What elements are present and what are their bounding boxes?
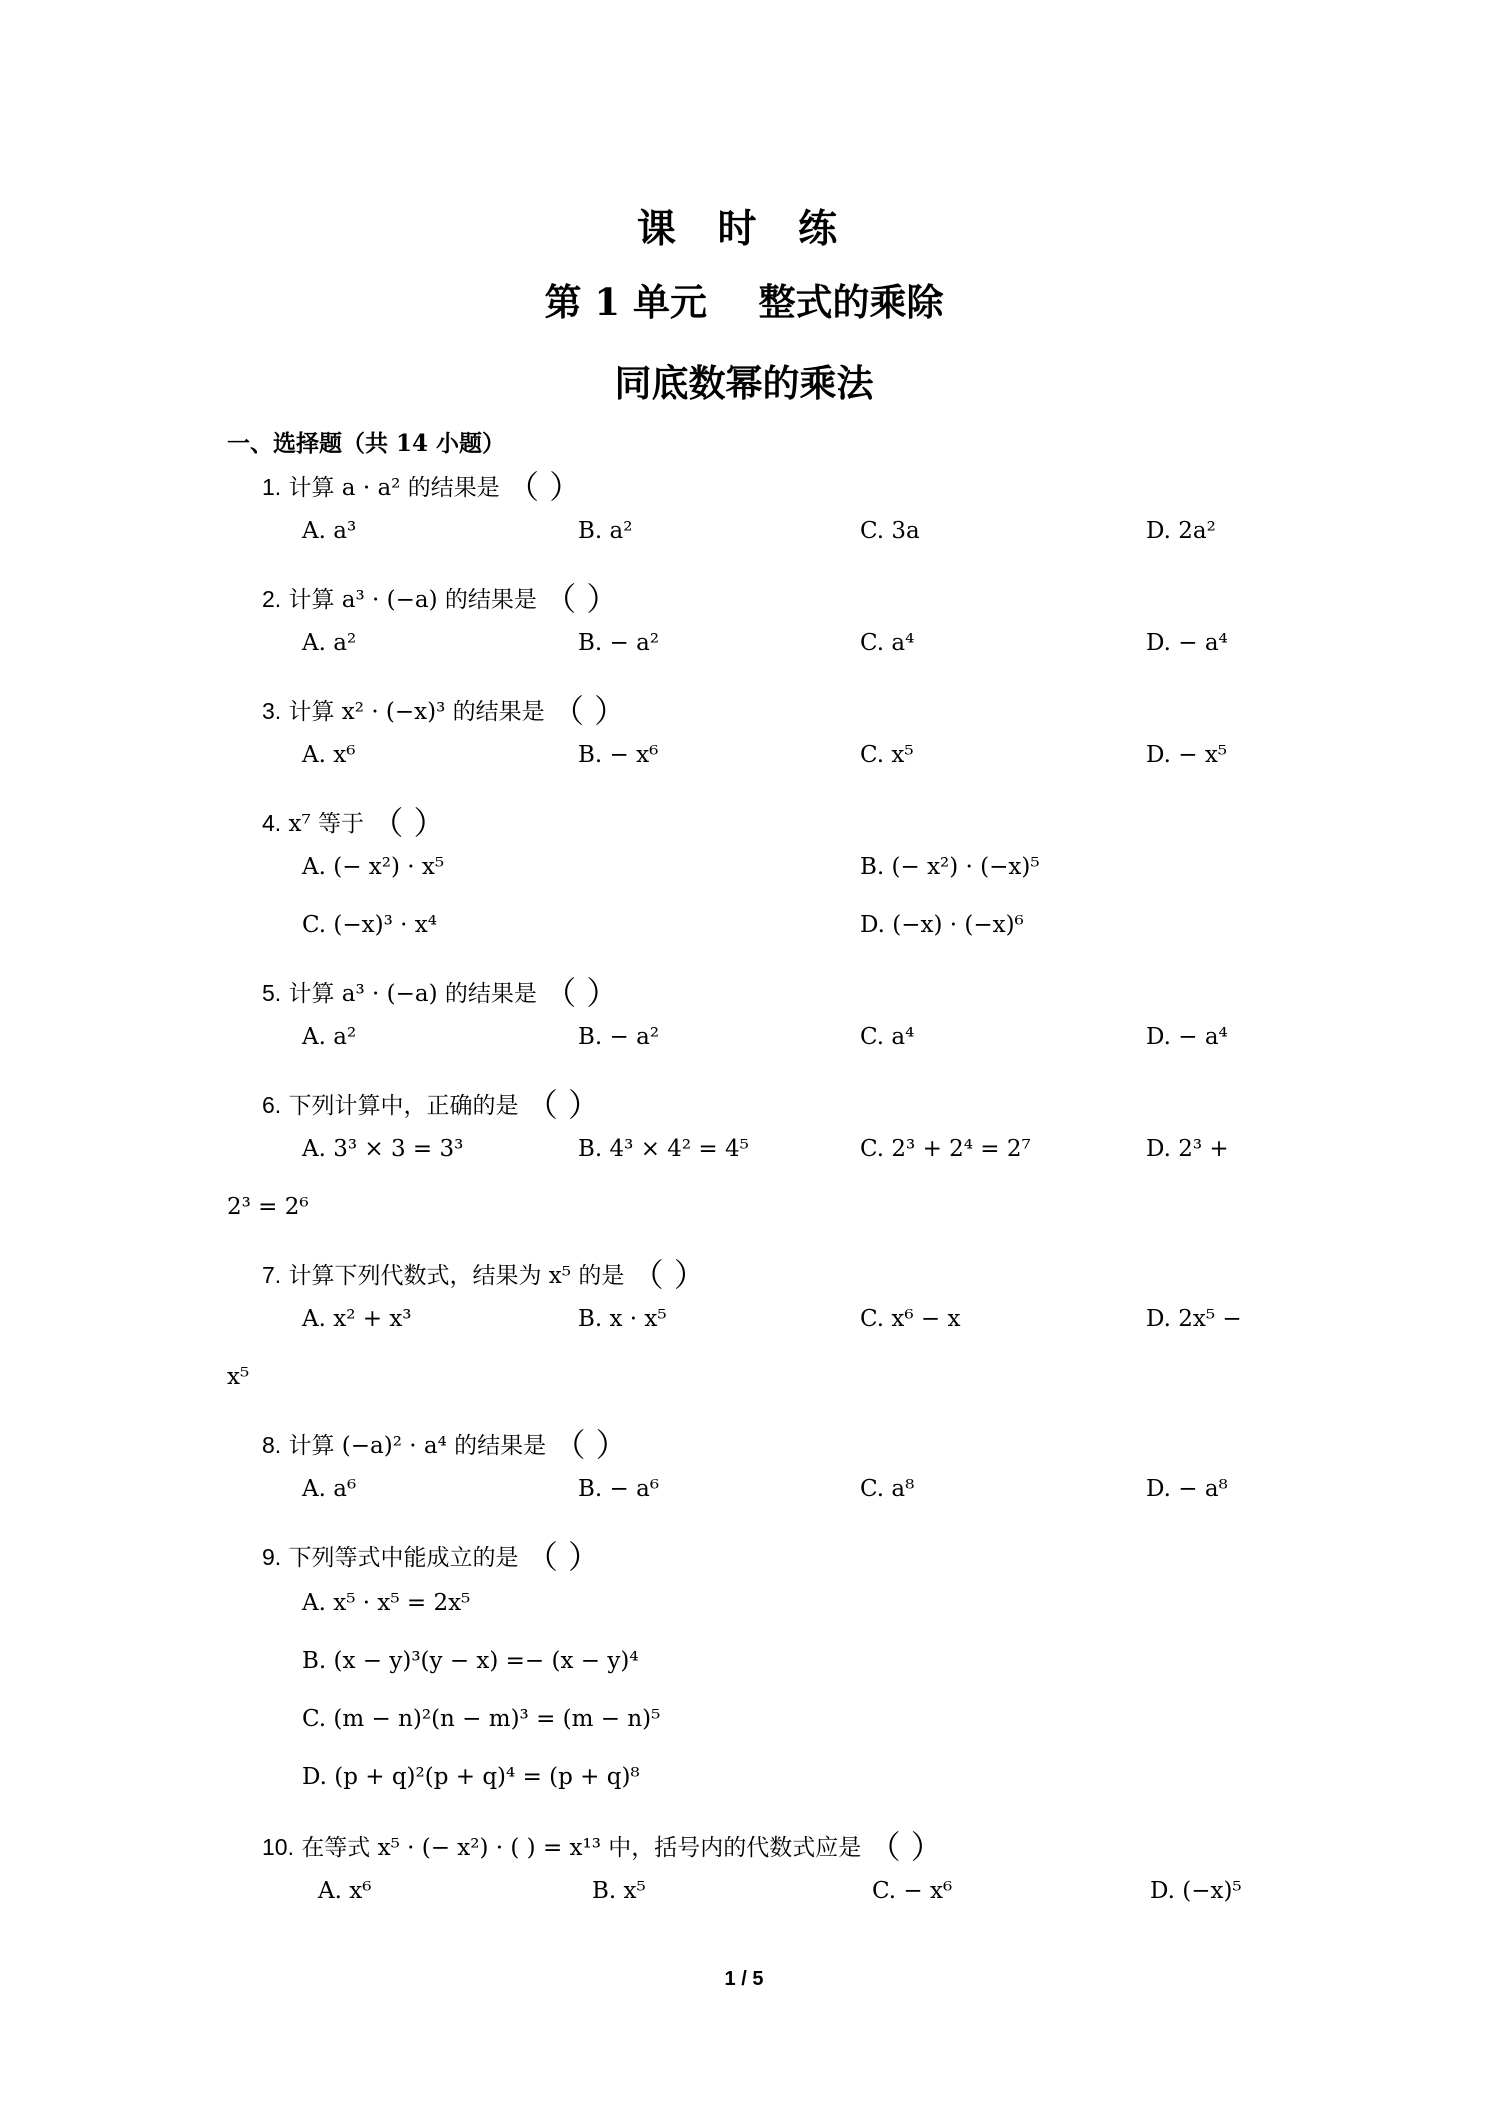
question-8: 8. 计算 (−a)² · a⁴ 的结果是 （ ） bbox=[262, 1426, 628, 1464]
question-4-option-a: A. (− x²) · x⁵ bbox=[302, 854, 445, 880]
question-6-option-a: A. 3³ × 3 = 3³ bbox=[302, 1136, 464, 1162]
question-5: 5. 计算 a³ · (−a) 的结果是 （ ） bbox=[262, 974, 619, 1012]
question-9-option-b: B. (x − y)³(y − x) =− (x − y)⁴ bbox=[302, 1648, 639, 1674]
page-number: 1 / 5 bbox=[724, 1968, 764, 1990]
question-4: 4. x⁷ 等于 （ ） bbox=[262, 804, 446, 842]
question-9: 9. 下列等式中能成立的是 （ ） bbox=[262, 1538, 600, 1576]
question-10-option-c: C. − x⁶ bbox=[872, 1878, 953, 1904]
question-10-option-d: D. (−x)⁵ bbox=[1150, 1878, 1242, 1904]
question-8-option-d: D. − a⁸ bbox=[1146, 1476, 1228, 1502]
question-3-option-d: D. − x⁵ bbox=[1146, 742, 1228, 768]
question-7: 7. 计算下列代数式，结果为 x⁵ 的是 （ ） bbox=[262, 1256, 706, 1294]
question-9-option-a: A. x⁵ · x⁵ = 2x⁵ bbox=[302, 1590, 471, 1616]
question-5-option-a: A. a² bbox=[302, 1024, 357, 1050]
question-9-option-c: C. (m − n)²(n − m)³ = (m − n)⁵ bbox=[302, 1706, 661, 1732]
question-3-option-a: A. x⁶ bbox=[302, 742, 356, 768]
question-6-option-d-wrap: 2³ = 2⁶ bbox=[227, 1194, 309, 1220]
question-3: 3. 计算 x² · (−x)³ 的结果是 （ ） bbox=[262, 692, 627, 730]
section-heading: 一、选择题（共 14 小题） bbox=[227, 430, 506, 457]
question-6-option-c: C. 2³ + 2⁴ = 2⁷ bbox=[860, 1136, 1031, 1162]
question-2-option-a: A. a² bbox=[302, 630, 357, 656]
document-title: 课 时 练 bbox=[636, 206, 852, 252]
question-6: 6. 下列计算中，正确的是 （ ） bbox=[262, 1086, 600, 1124]
unit-heading: 第 1 单元 整式的乘除 bbox=[544, 280, 944, 324]
question-8-option-c: C. a⁸ bbox=[860, 1476, 915, 1502]
question-7-option-a: A. x² + x³ bbox=[302, 1306, 412, 1332]
question-1-option-d: D. 2a² bbox=[1146, 518, 1216, 544]
question-6-option-b: B. 4³ × 4² = 4⁵ bbox=[578, 1136, 749, 1162]
lesson-heading: 同底数幂的乘法 bbox=[614, 361, 874, 405]
question-7-option-b: B. x · x⁵ bbox=[578, 1306, 667, 1332]
question-10-option-a: A. x⁶ bbox=[318, 1878, 372, 1904]
question-8-option-b: B. − a⁶ bbox=[578, 1476, 660, 1502]
question-8-option-a: A. a⁶ bbox=[302, 1476, 357, 1502]
question-2-option-d: D. − a⁴ bbox=[1146, 630, 1228, 656]
question-1: 1. 计算 a · a² 的结果是 （ ） bbox=[262, 468, 582, 506]
question-7-option-c: C. x⁶ − x bbox=[860, 1306, 961, 1332]
question-4-option-c: C. (−x)³ · x⁴ bbox=[302, 912, 437, 938]
question-5-option-b: B. − a² bbox=[578, 1024, 660, 1050]
question-7-option-d-wrap: x⁵ bbox=[227, 1364, 250, 1390]
question-2-option-c: C. a⁴ bbox=[860, 630, 915, 656]
question-4-option-b: B. (− x²) · (−x)⁵ bbox=[860, 854, 1040, 880]
question-1-option-b: B. a² bbox=[578, 518, 633, 544]
question-1-option-c: C. 3a bbox=[860, 518, 920, 544]
question-10: 10. 在等式 x⁵ · (− x²) · ( ) = x¹³ 中，括号内的代数式应是 （ ） bbox=[262, 1828, 943, 1866]
question-10-option-b: B. x⁵ bbox=[592, 1878, 646, 1904]
question-7-option-d: D. 2x⁵ − bbox=[1146, 1306, 1242, 1332]
question-2-option-b: B. − a² bbox=[578, 630, 660, 656]
question-4-option-d: D. (−x) · (−x)⁶ bbox=[860, 912, 1024, 938]
question-3-option-c: C. x⁵ bbox=[860, 742, 914, 768]
question-5-option-d: D. − a⁴ bbox=[1146, 1024, 1228, 1050]
question-9-option-d: D. (p + q)²(p + q)⁴ = (p + q)⁸ bbox=[302, 1764, 640, 1790]
question-3-option-b: B. − x⁶ bbox=[578, 742, 659, 768]
question-1-option-a: A. a³ bbox=[302, 518, 357, 544]
question-6-option-d: D. 2³ + bbox=[1146, 1136, 1229, 1162]
question-5-option-c: C. a⁴ bbox=[860, 1024, 915, 1050]
question-2: 2. 计算 a³ · (−a) 的结果是 （ ） bbox=[262, 580, 619, 618]
